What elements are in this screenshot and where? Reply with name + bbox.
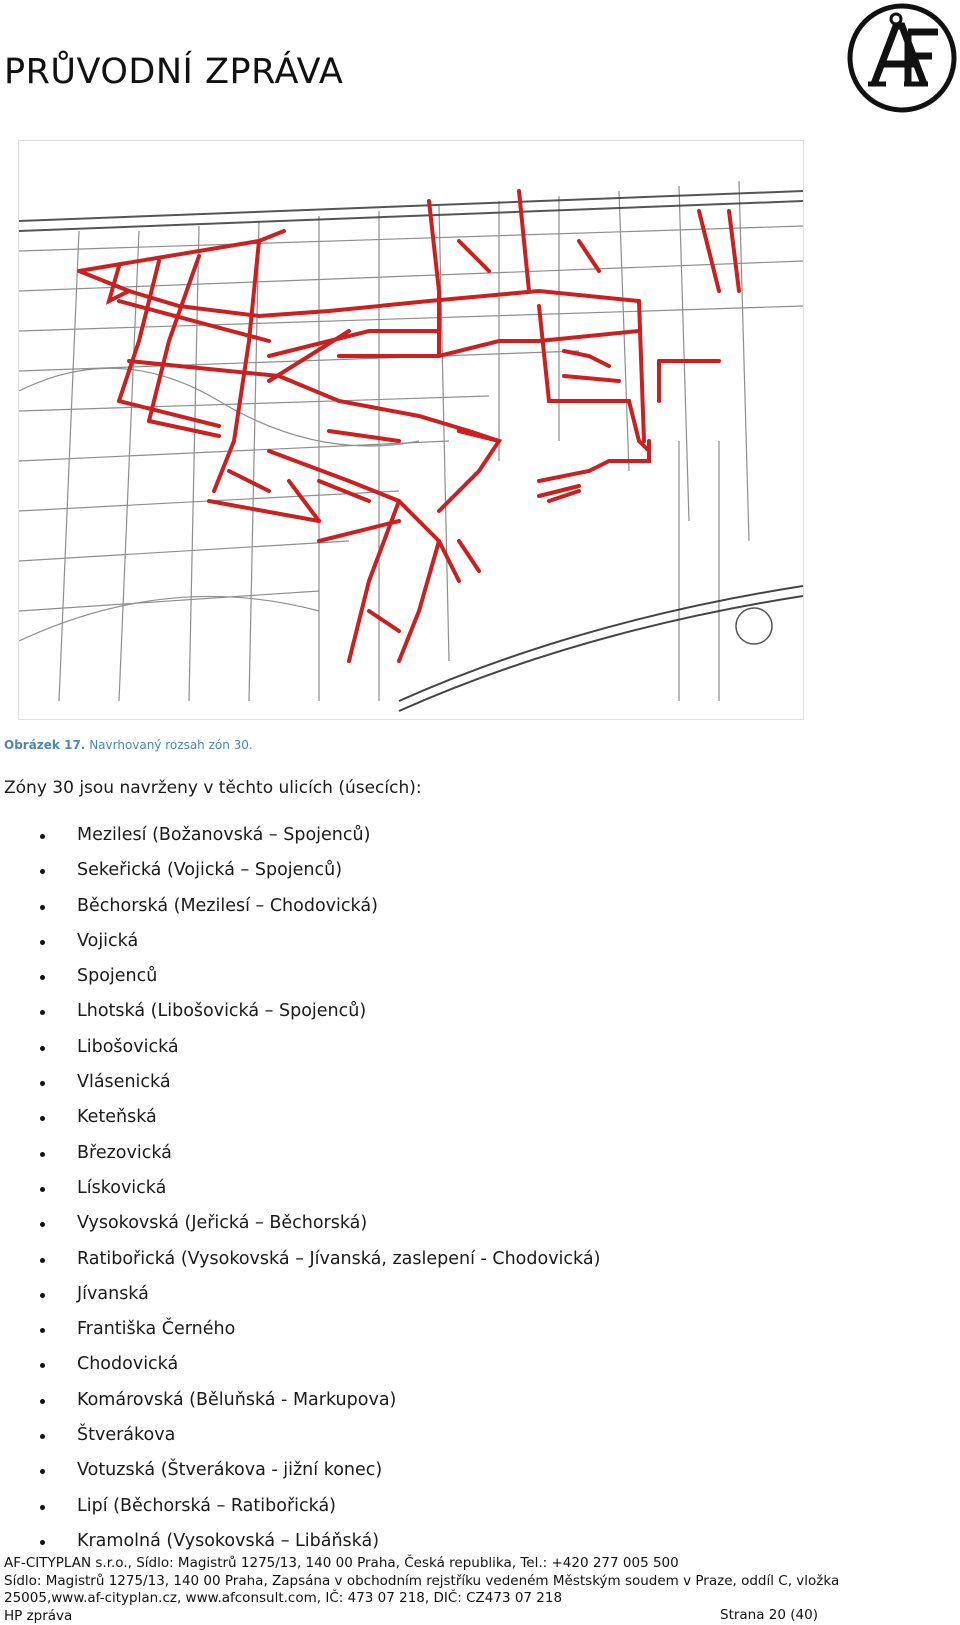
list-item: Lhotská (Libošovická – Spojenců) [0,994,900,1029]
footer-line-2: Sídlo: Magistrů 1275/13, 140 00 Praha, Zapsána v obchodním rejstříku vedeném Městským soudem v Praze, oddíl C, vložka [4,1573,954,1591]
page-number: Strana 20 (40) [720,1607,818,1623]
list-item: Lipí (Běchorská – Ratibořická) [0,1489,900,1524]
list-item: Vojická [0,924,900,959]
list-item: Komárovská (Běluňská - Markupova) [0,1383,900,1418]
footer-doc-name: HP zpráva [4,1608,954,1625]
list-item: Lískovická [0,1171,900,1206]
zones-intro: Zóny 30 jsou navrženy v těchto ulicích (úsecích): [4,778,422,798]
footer-line-3: 25005,www.af-cityplan.cz, www.afconsult.com, IČ: 473 07 218, DIČ: CZ473 07 218 [4,1590,954,1608]
list-item: Ratibořická (Vysokovská – Jívanská, zaslepení - Chodovická) [0,1242,900,1277]
footer-line-1: AF-CITYPLAN s.r.o., Sídlo: Magistrů 1275/13, 140 00 Praha, Česká republika, Tel.: +420 277 005 500 [4,1555,954,1573]
list-item: Běchorská (Mezilesí – Chodovická) [0,889,900,924]
list-item: Chodovická [0,1347,900,1382]
figure-label: Obrázek 17. [4,738,85,752]
page-title: PRŮVODNÍ ZPRÁVA [4,52,343,92]
zone-list [0,818,900,1559]
list-item: Vysokovská (Jeřická – Běchorská) [0,1206,900,1241]
figure-caption [4,738,253,752]
figure-text: Navrhovaný rozsah zón 30. [89,738,253,752]
list-item: Spojenců [0,959,900,994]
list-item: Mezilesí (Božanovská – Spojenců) [0,818,900,853]
list-item: Votuzská (Štverákova - jižní konec) [0,1453,900,1488]
list-item: Březovická [0,1136,900,1171]
list-item: Kramolná (Vysokovská – Libáňská) [0,1524,900,1559]
list-item: Jívanská [0,1277,900,1312]
list-item: Štverákova [0,1418,900,1453]
list-item: Vlásenická [0,1065,900,1100]
list-item: Libošovická [0,1030,900,1065]
list-item: Keteňská [0,1100,900,1135]
list-item: Sekeřická (Vojická – Spojenců) [0,853,900,888]
zone-30-map [18,140,804,720]
list-item: Františka Černého [0,1312,900,1347]
af-logo-icon [846,2,958,114]
